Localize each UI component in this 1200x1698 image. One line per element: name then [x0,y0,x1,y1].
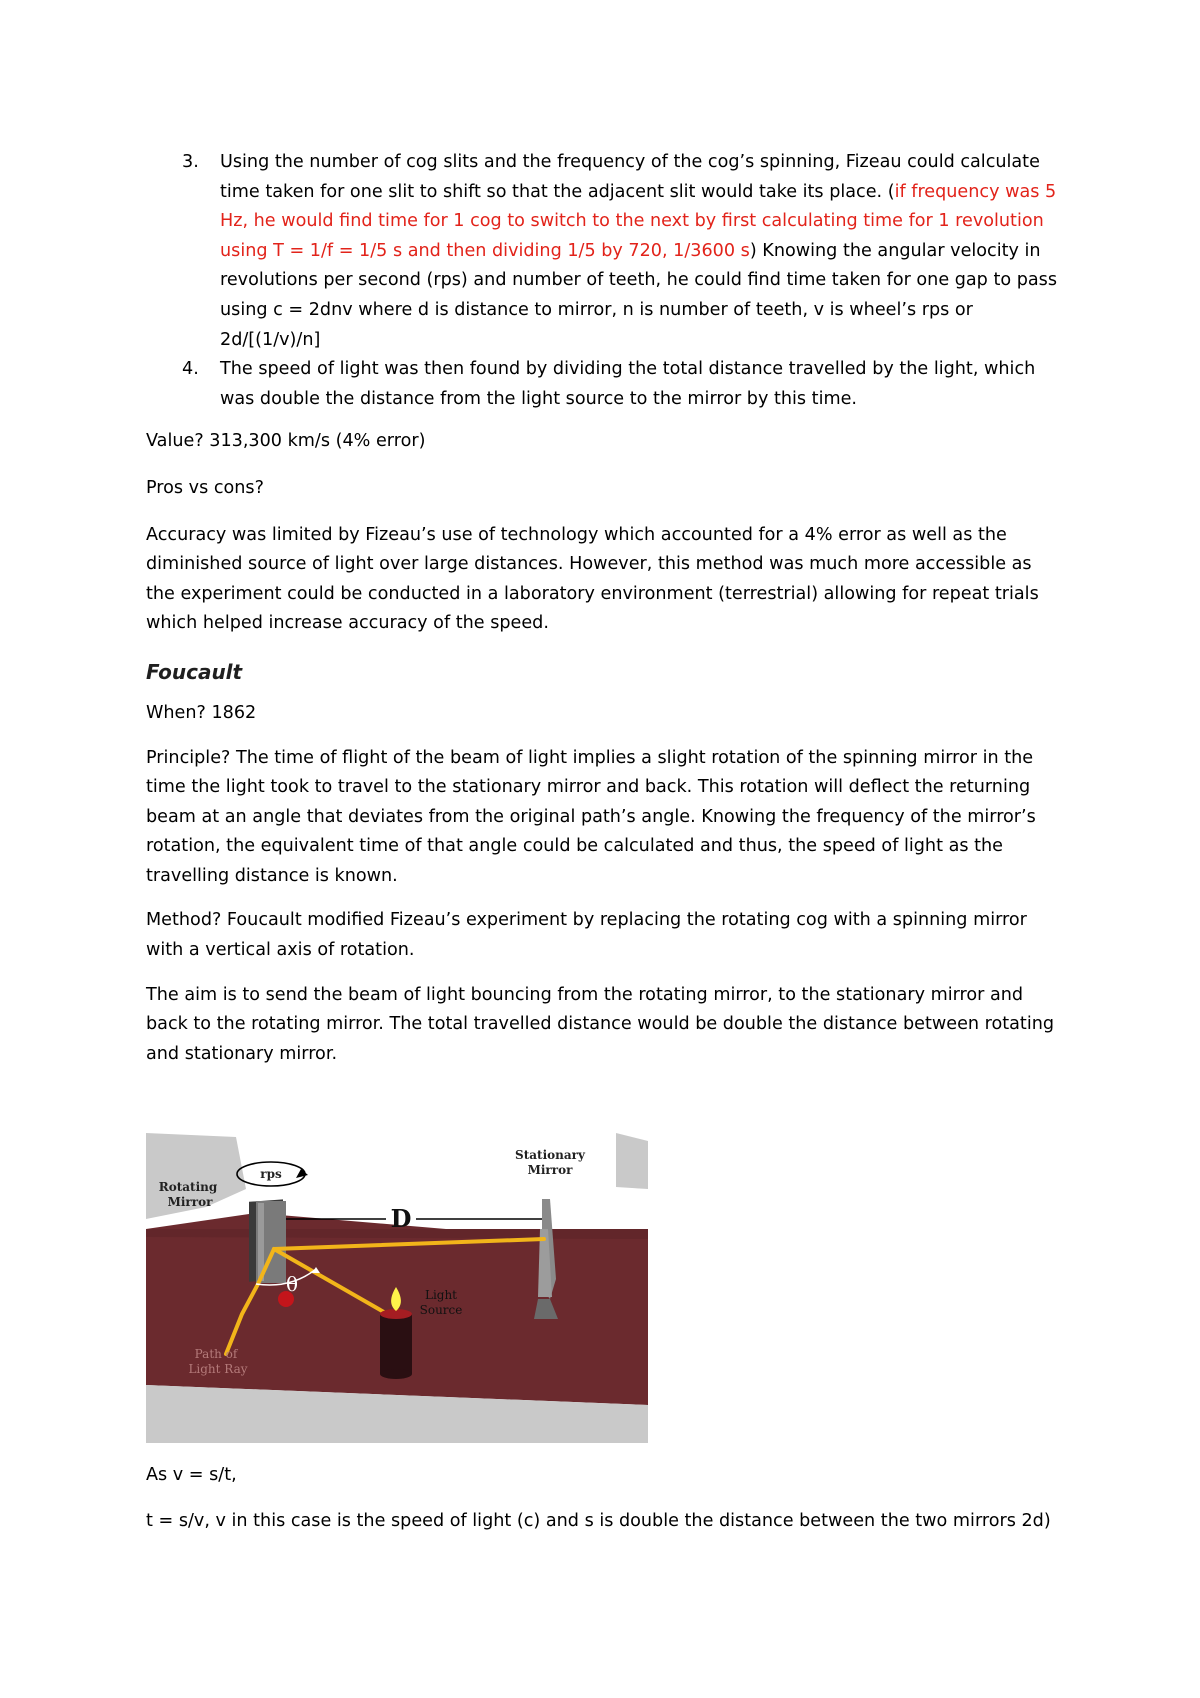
rotating-mirror-label: Rotating [158,1180,218,1195]
as-v-paragraph: As v = s/t, [146,1465,237,1486]
rps-label: rps [260,1167,282,1182]
aim-paragraph: The aim is to send the beam of light bouncing from the rotating mirror, to the stationary mirror and back to the rotating mirror. The total travelled distance would be double the distance between rotating and stationary mirror. [146,984,1055,1064]
stationary-mirror-label-2: Mirror [527,1163,573,1178]
method-steps-list [146,148,1066,414]
distance-label: D [390,1204,412,1234]
back-wall-right [616,1133,648,1189]
light-source-label-2: Source [419,1303,463,1318]
accuracy-paragraph: Accuracy was limited by Fizeau’s use of technology which accounted for a 4% error as well as the diminished source of light over large distances. However, this method was much more accessible as the experiment could be conducted in a laboratory environment (terrestrial) allowing for repeat trials which helped increase accuracy of the speed. [146,524,1039,634]
t-equation-paragraph: t = s/v, v in this case is the speed of light (c) and s is double the distance between the two mirrors 2d) [146,1511,1051,1532]
step-text: The speed of light was then found by dividing the total distance travelled by the light, which was double the distance from the light source to the mirror by this time. [220,359,1036,409]
list-item [146,148,1066,355]
list-item [146,355,1066,414]
step-text: Using the number of cog slits and the frequency of the cog’s spinning, Fizeau could calculate time taken for one slit to shift so that the adjacent slit would take its place. ( [220,152,1040,202]
principle-paragraph: Principle? The time of flight of the beam of light implies a slight rotation of the spinning mirror in the time the light took to travel to the stationary mirror and back. This rotation will deflect the returning beam at an angle that deviates from the original path’s angle. Knowing the frequency of the mirror’s rotation, the equivalent time of that angle could be calculated and thus, the speed of light as the travelling distance is known. [146,747,1036,886]
pros-cons-paragraph: Pros vs cons? [146,477,264,498]
light-source-label: Light [424,1288,458,1303]
section-heading: Foucault [146,659,243,684]
value-paragraph: Value? 313,300 km/s (4% error) [146,431,426,452]
stationary-mirror-label: Stationary [515,1148,585,1163]
path-label: Path of [194,1347,238,1362]
when-paragraph: When? 1862 [146,702,257,723]
list-number: 4. [182,359,199,380]
rotating-mirror-label-2: Mirror [167,1195,213,1210]
example-calculation-text: if frequency was 5 Hz, he would find time for 1 cog to switch to the next by first calculating time for 1 revolution using T = 1/f = 1/5 s and then dividing 1/5 by 720, 1/3600 s [220,181,1057,261]
document-body [146,148,1066,1537]
list-number: 3. [182,152,199,172]
apparatus-illustration [146,1129,648,1443]
method-paragraph: Method? Foucault modified Fizeau’s experiment by replacing the rotating cog with a spinning mirror with a vertical axis of rotation. [146,910,1027,961]
step-text-continued: ) Knowing the angular velocity in revolutions per second (rps) and number of teeth, he could find time taken for one gap to pass using c = 2dnv where d is distance to mirror, n is number of teeth, v is wheel’s rps or 2d/[(1/v)/n] [220,240,1057,350]
foucault-apparatus-figure [146,1129,648,1443]
path-label-2: Light Ray [188,1362,248,1377]
angle-label: θ [285,1272,299,1297]
